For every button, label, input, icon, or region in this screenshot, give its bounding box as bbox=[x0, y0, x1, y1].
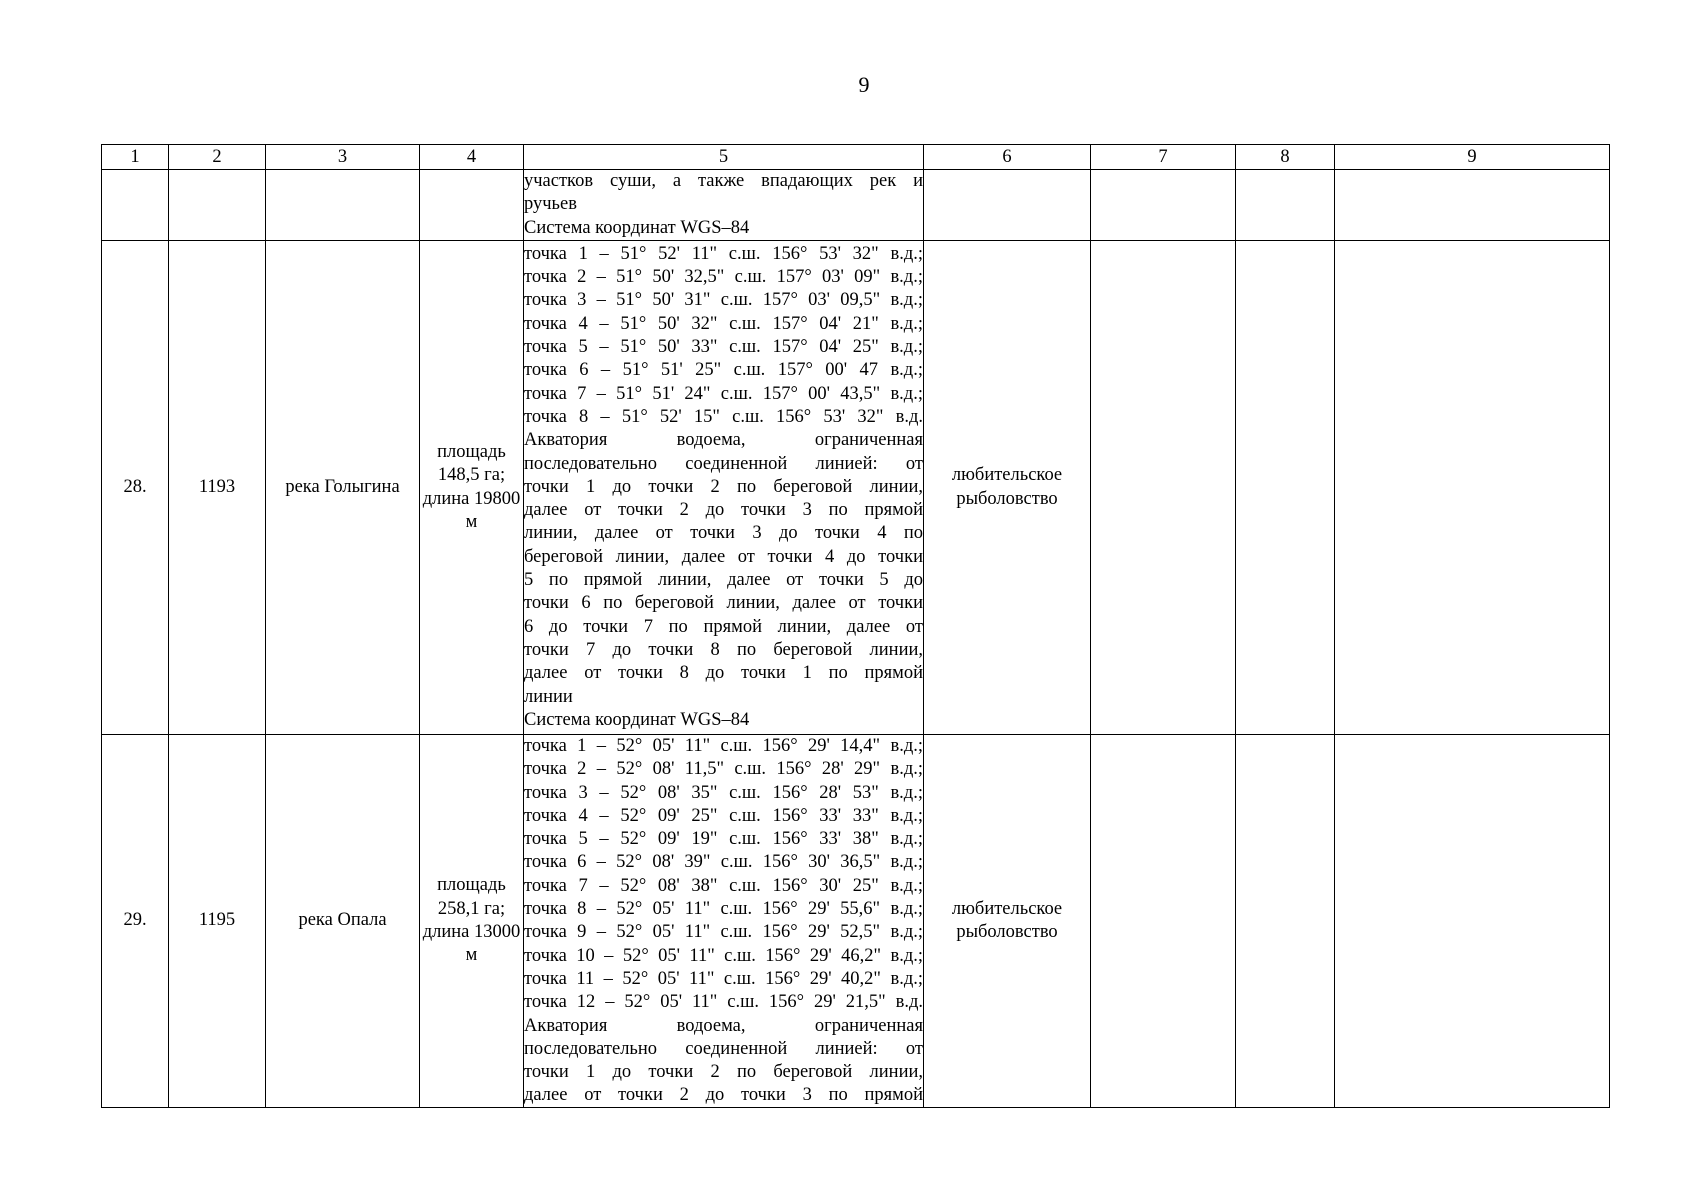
boundary-description-cell bbox=[524, 241, 924, 735]
table-row-continuation bbox=[102, 170, 1610, 241]
boundary-description-cell bbox=[524, 735, 924, 1108]
description-line: далее от точки 2 до точки 3 по прямой bbox=[524, 500, 923, 521]
column-header: 4 bbox=[420, 145, 524, 170]
description-line: точка 6 – 51° 51' 25" с.ш. 157° 00' 47 в.д.; bbox=[524, 360, 923, 381]
description-line: ручьев bbox=[524, 194, 577, 215]
row-number-cell: 29. bbox=[102, 735, 169, 1108]
description-line: точка 8 – 52° 05' 11" с.ш. 156° 29' 55,6" в.д.; bbox=[524, 899, 923, 920]
table-row-28 bbox=[102, 241, 1610, 735]
description-line: точка 3 – 52° 08' 35" с.ш. 156° 28' 53" в.д.; bbox=[524, 782, 923, 803]
description-line: 5 по прямой линии, далее от точки 5 до bbox=[524, 570, 923, 591]
column-header: 3 bbox=[266, 145, 420, 170]
description-line: Акватория водоема, ограниченная bbox=[524, 430, 923, 451]
column-9-cell bbox=[1335, 735, 1610, 1108]
water-body-cell bbox=[266, 170, 420, 241]
column-number-row bbox=[102, 145, 1610, 170]
description-line: точки 1 до точки 2 по береговой линии, bbox=[524, 476, 923, 497]
description-line: линии, далее от точки 3 до точки 4 по bbox=[524, 523, 923, 544]
table-row-29 bbox=[102, 735, 1610, 1108]
description-line: точка 12 – 52° 05' 11" с.ш. 156° 29' 21,5" в.д. bbox=[524, 992, 923, 1013]
area-cell: площадь 258,1 га; длина 13000 м bbox=[420, 735, 524, 1108]
column-9-cell bbox=[1335, 170, 1610, 241]
column-header: 8 bbox=[1236, 145, 1335, 170]
description-line: точка 11 – 52° 05' 11" с.ш. 156° 29' 40,2" в.д.; bbox=[524, 968, 923, 989]
description-line: точка 3 – 51° 50' 31" с.ш. 157° 03' 09,5" в.д.; bbox=[524, 290, 923, 311]
description-line: последовательно соединенной линией: от bbox=[524, 453, 923, 474]
description-line: последовательно соединенной линией: от bbox=[524, 1038, 923, 1059]
description-line: точка 2 – 52° 08' 11,5" с.ш. 156° 28' 29" в.д.; bbox=[524, 759, 923, 780]
description-line: точка 5 – 51° 50' 33" с.ш. 157° 04' 25" в.д.; bbox=[524, 337, 923, 358]
description-line: далее от точки 8 до точки 1 по прямой bbox=[524, 663, 923, 684]
description-line: точка 7 – 51° 51' 24" с.ш. 157° 00' 43,5" в.д.; bbox=[524, 383, 923, 404]
column-9-cell bbox=[1335, 241, 1610, 735]
description-text bbox=[524, 735, 923, 1107]
water-body-cell: река Голыгина bbox=[266, 241, 420, 735]
row-number-cell bbox=[102, 170, 169, 241]
description-line: точка 7 – 52° 08' 38" с.ш. 156° 30' 25" в.д.; bbox=[524, 875, 923, 896]
page-number: 9 bbox=[858, 72, 870, 97]
description-line: точки 1 до точки 2 по береговой линии, bbox=[524, 1062, 923, 1083]
description-line: 6 до точки 7 по прямой линии, далее от bbox=[524, 616, 923, 637]
purpose-cell: любительское рыболовство bbox=[924, 241, 1091, 735]
fishing-areas-table bbox=[101, 144, 1610, 1108]
description-line: точка 5 – 52° 09' 19" с.ш. 156° 33' 38" в.д.; bbox=[524, 829, 923, 850]
column-header: 5 bbox=[524, 145, 924, 170]
column-header: 7 bbox=[1091, 145, 1236, 170]
description-line: точка 4 – 51° 50' 32" с.ш. 157° 04' 21" в.д.; bbox=[524, 313, 923, 334]
description-line: Акватория водоема, ограниченная bbox=[524, 1015, 923, 1036]
description-line: точки 7 до точки 8 по береговой линии, bbox=[524, 639, 923, 660]
description-line: точка 6 – 52° 08' 39" с.ш. 156° 30' 36,5" в.д.; bbox=[524, 852, 923, 873]
column-7-cell bbox=[1091, 241, 1236, 735]
column-header: 1 bbox=[102, 145, 169, 170]
purpose-cell bbox=[924, 170, 1091, 241]
column-header: 2 bbox=[169, 145, 266, 170]
description-line: точка 10 – 52° 05' 11" с.ш. 156° 29' 46,2" в.д.; bbox=[524, 945, 923, 966]
description-line: далее от точки 2 до точки 3 по прямой bbox=[524, 1085, 923, 1106]
description-line: точка 2 – 51° 50' 32,5" с.ш. 157° 03' 09" в.д.; bbox=[524, 267, 923, 288]
code-cell: 1193 bbox=[169, 241, 266, 735]
description-line: линии bbox=[524, 686, 573, 707]
column-header: 6 bbox=[924, 145, 1091, 170]
row-number-cell: 28. bbox=[102, 241, 169, 735]
description-line: Система координат WGS–84 bbox=[524, 709, 750, 730]
code-cell bbox=[169, 170, 266, 241]
column-8-cell bbox=[1236, 241, 1335, 735]
area-cell: площадь 148,5 га; длина 19800 м bbox=[420, 241, 524, 735]
description-line: Система координат WGS–84 bbox=[524, 217, 750, 238]
column-header: 9 bbox=[1335, 145, 1610, 170]
description-line: точка 8 – 51° 52' 15" с.ш. 156° 53' 32" в.д. bbox=[524, 406, 923, 427]
description-line: точка 4 – 52° 09' 25" с.ш. 156° 33' 33" в.д.; bbox=[524, 805, 923, 826]
description-line: точка 1 – 51° 52' 11" с.ш. 156° 53' 32" в.д.; bbox=[524, 243, 923, 264]
purpose-cell: любительское рыболовство bbox=[924, 735, 1091, 1108]
area-cell bbox=[420, 170, 524, 241]
column-7-cell bbox=[1091, 735, 1236, 1108]
description-line: точка 1 – 52° 05' 11" с.ш. 156° 29' 14,4" в.д.; bbox=[524, 736, 923, 756]
column-8-cell bbox=[1236, 170, 1335, 241]
column-8-cell bbox=[1236, 735, 1335, 1108]
column-7-cell bbox=[1091, 170, 1236, 241]
description-line: точка 9 – 52° 05' 11" с.ш. 156° 29' 52,5" в.д.; bbox=[524, 922, 923, 943]
description-line: точки 6 по береговой линии, далее от точки bbox=[524, 593, 923, 614]
description-line: участков суши, а также впадающих рек и bbox=[524, 171, 923, 192]
water-body-cell: река Опала bbox=[266, 735, 420, 1108]
code-cell: 1195 bbox=[169, 735, 266, 1108]
boundary-description-cell bbox=[524, 170, 924, 241]
description-line: береговой линии, далее от точки 4 до точки bbox=[524, 546, 923, 567]
